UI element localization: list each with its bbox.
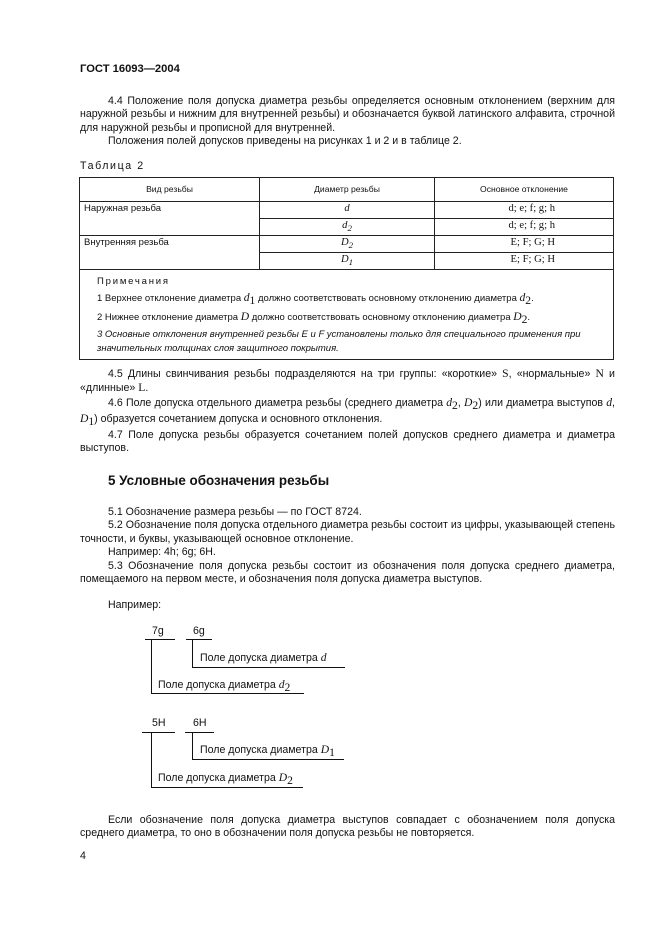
subscript: 2 xyxy=(284,681,291,695)
note-3: 3 Основные отклонения внутренней резьбы E и F установлены только для специального применения при значительных толщинах слоя защитного покрытия. xyxy=(97,329,581,355)
example-1-label-top xyxy=(200,651,326,665)
table-row xyxy=(80,236,614,253)
diameter-cell xyxy=(260,219,435,236)
leader-line xyxy=(151,639,152,694)
leader-line xyxy=(192,639,193,668)
deviation-cell: d; e; f; g; h xyxy=(435,202,614,219)
page-number: 4 xyxy=(80,850,86,862)
diameter-cell xyxy=(260,202,435,219)
table-2 xyxy=(79,177,614,360)
thread-type-internal: Внутренняя резьба xyxy=(80,236,260,270)
symbol-d: d xyxy=(320,651,327,664)
note-2: 2 Нижнее отклонение диаметра D должно соответствовать основному отклонению диаметра $D_2$. xyxy=(97,310,531,327)
symbol-S: S xyxy=(502,367,509,380)
symbol-d: d xyxy=(519,291,526,305)
diameter-cell xyxy=(260,253,435,270)
paragraph-4-4-text: 4.4 Положение поля допуска диаметра резьбы определяется основным отклонением (верхним для наружной резьбы и нижним для внутренней резьбы) и обозначается буквой латинского алфавита, строчной для наружной резьбы и прописной для внутренней. xyxy=(80,95,615,134)
note-2-text: должно соответствовать основному отклонению диаметра xyxy=(251,312,511,324)
diameter-subscript: 1 xyxy=(348,257,354,268)
underline xyxy=(185,732,214,733)
section-5-title: 5 Условные обозначения резьбы xyxy=(108,473,330,488)
paragraph-4-6-text: 4.6 Поле допуска отдельного диаметра резьбы (среднего диаметра xyxy=(108,396,443,409)
table-notes xyxy=(80,270,614,360)
symbol-N: N xyxy=(595,367,604,380)
document-header: ГОСТ 16093—2004 xyxy=(80,63,180,75)
subscript: 1 xyxy=(88,415,95,429)
symbol-d: d xyxy=(606,395,613,409)
diameter-symbol: d xyxy=(342,220,348,232)
label-text: Поле допуска диаметра xyxy=(200,652,318,664)
symbol-d: d xyxy=(278,678,285,691)
paragraph-5-3: 5.3 Обозначение поля допуска резьбы состоит из обозначения поля допуска среднего диаметра, помещаемого на первом месте, и обозначения поля допуска диаметра выступов. xyxy=(80,559,615,586)
diameter-symbol: d xyxy=(344,203,350,214)
paragraph-4-6: 4.6 Поле допуска отдельного диаметра резьбы (среднего диаметра $d_2$, $D_2$) или диаметра выступов d, $D_1$) образуется сочетанием допуска и основного отклонения. xyxy=(80,395,615,429)
symbol-D: D xyxy=(464,395,473,409)
notes-title: Примечания xyxy=(97,276,170,288)
table-header-row xyxy=(80,178,614,202)
deviation-cell: d; e; f; g; h xyxy=(435,219,614,236)
example-2-code-2: 6H xyxy=(193,717,207,729)
thread-type-external: Наружная резьба xyxy=(80,202,260,236)
diameter-subscript: 2 xyxy=(347,223,352,234)
example-1-code-2: 6g xyxy=(193,625,205,637)
note-1: 1 Верхнее отклонение диаметра $d_1$ должно соответствовать основному отклонению диаметра $d_2$. xyxy=(97,291,534,308)
subscript: 1 xyxy=(249,294,256,308)
deviation-cell: E; F; G; H xyxy=(435,236,614,253)
symbol-D: D xyxy=(240,310,250,324)
paragraph-5-1: 5.1 Обозначение размера резьбы — по ГОСТ 8724. xyxy=(108,506,362,518)
example-label: Например: xyxy=(108,599,162,611)
paragraphs-5-1-to-5-3 xyxy=(80,506,615,586)
example-1-label-bottom xyxy=(158,678,290,695)
example-2-label-top xyxy=(200,743,335,760)
table-header-cell: Диаметр резьбы xyxy=(260,178,435,202)
symbol-d: d xyxy=(446,395,453,409)
table-row xyxy=(80,202,614,219)
leader-line xyxy=(151,732,152,788)
paragraph-4-6-text: образуется сочетанием допуска и основного отклонения. xyxy=(100,413,383,426)
symbol-L: L xyxy=(138,381,146,395)
example-2-code-1: 5H xyxy=(152,717,166,729)
paragraphs-4-5-to-4-7 xyxy=(80,367,615,456)
paragraph-5-2-example: Например: 4h; 6g; 6H. xyxy=(108,546,216,559)
example-2-label-bottom xyxy=(158,771,293,788)
table-header-cell: Основное отклонение xyxy=(435,178,614,202)
subscript: 2 xyxy=(521,313,528,327)
symbol-D: D xyxy=(80,412,89,426)
note-2-text: 2 Нижнее отклонение диаметра xyxy=(97,312,239,324)
final-paragraph xyxy=(80,814,615,841)
note-1-text: должно соответствовать основному отклонению диаметра xyxy=(257,293,517,305)
underline xyxy=(145,639,175,640)
underline xyxy=(142,732,175,733)
subscript: 1 xyxy=(329,746,335,760)
paragraph-4-7: 4.7 Поле допуска резьбы образуется сочетанием полей допусков среднего диаметра и диаметра выступов. xyxy=(80,428,615,455)
label-text: Поле допуска диаметра xyxy=(200,744,318,756)
symbol-d: d xyxy=(243,291,250,305)
paragraph-4-6-text: или диаметра выступов xyxy=(484,396,603,409)
table-notes-row xyxy=(80,270,614,360)
subscript: 2 xyxy=(525,294,532,308)
paragraph-4-5-text: , «нормальные» xyxy=(508,368,591,380)
final-paragraph-text: Если обозначение поля допуска диаметра выступов совпадает с обозначением поля допуска среднего диаметра, то оно в обозначении поля допуска резьбы не повторяется. xyxy=(80,814,615,840)
table-caption: Таблица 2 xyxy=(80,160,145,172)
leader-line xyxy=(192,667,345,668)
diameter-cell xyxy=(260,236,435,253)
table-header-cell: Вид резьбы xyxy=(80,178,260,202)
subscript: 2 xyxy=(472,398,479,412)
symbol-D: D xyxy=(278,771,288,784)
subscript: 2 xyxy=(287,774,293,788)
paragraph-4-5-text: и «длинные» xyxy=(80,368,615,395)
underline xyxy=(186,639,212,640)
leader-line xyxy=(192,732,193,760)
diameter-subscript: 2 xyxy=(348,240,354,251)
subscript: 2 xyxy=(452,398,458,412)
paragraph-5-2: 5.2 Обозначение поля допуска отдельного диаметра резьбы состоит из цифры, указывающей степень точности, и буквы, указывающей основное отклонение. xyxy=(80,519,615,545)
paragraph-4-5-text: 4.5 Длины свинчивания резьбы подразделяются на три группы: «короткие» xyxy=(108,368,497,380)
deviation-cell: E; F; G; H xyxy=(435,253,614,270)
paragraph-4-4-ref: Положения полей допусков приведены на рисунках 1 и 2 и в таблице 2. xyxy=(108,135,462,148)
paragraph-4-4 xyxy=(80,95,615,149)
diameter-symbol: D xyxy=(340,237,349,249)
diameter-symbol: D xyxy=(340,254,349,266)
symbol-D: D xyxy=(513,310,522,324)
example-1-code-1: 7g xyxy=(152,625,164,637)
label-text: Поле допуска диаметра xyxy=(158,679,276,691)
paragraph-4-5: 4.5 Длины свинчивания резьбы подразделяются на три группы: «короткие» S, «нормальные» N и «длинные» L. xyxy=(80,367,615,395)
symbol-D: D xyxy=(320,743,330,756)
label-text: Поле допуска диаметра xyxy=(158,772,276,784)
note-1-text: 1 Верхнее отклонение диаметра xyxy=(97,293,242,305)
